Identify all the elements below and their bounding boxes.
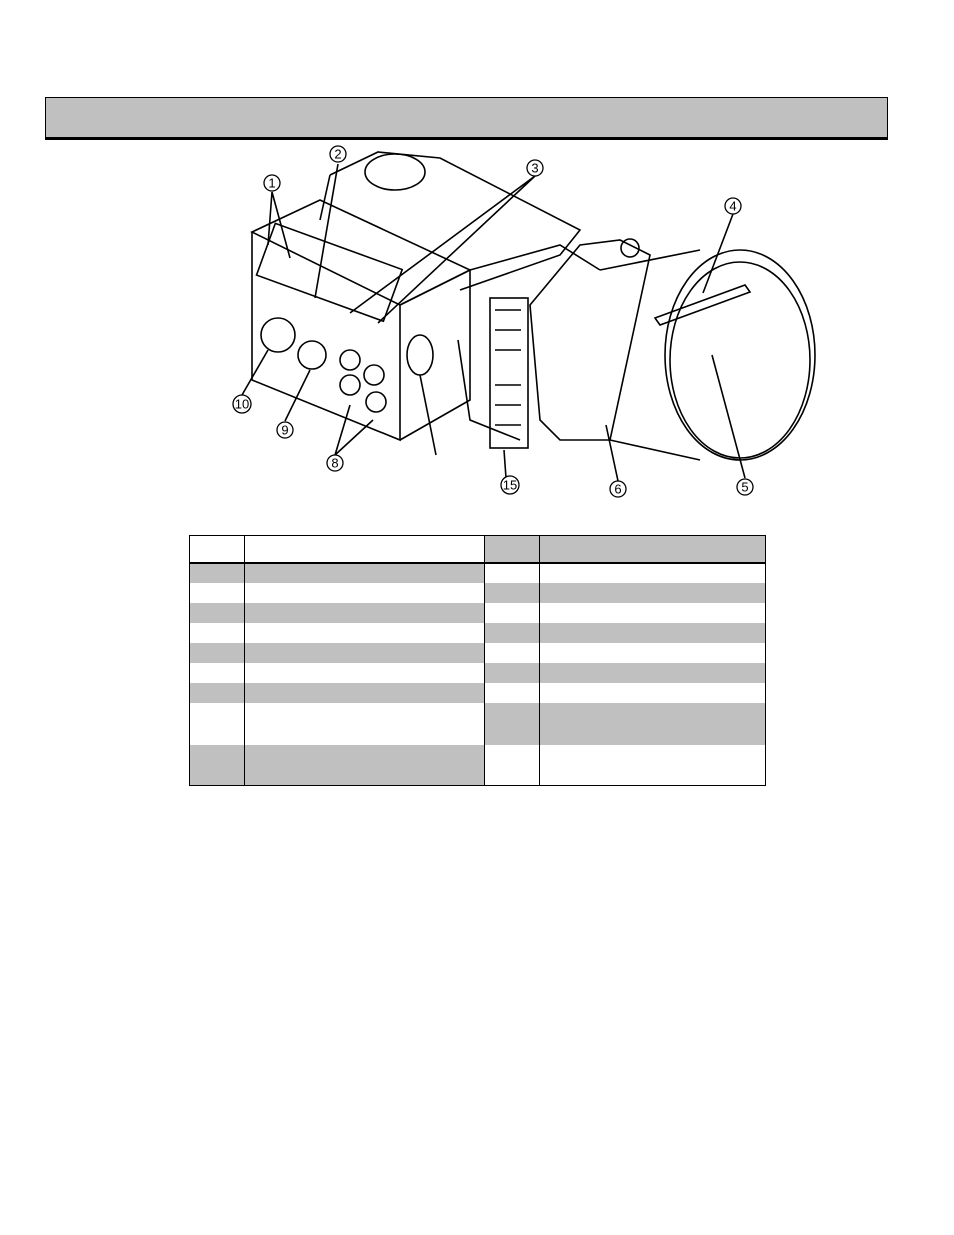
part-description-cell — [540, 683, 766, 703]
part-number-cell — [485, 745, 540, 785]
part-description-cell — [245, 745, 485, 785]
header-item-no-2 — [485, 536, 540, 564]
part-number-cell — [190, 583, 245, 603]
callout-label-15: 15 — [502, 477, 518, 493]
part-description-cell — [540, 563, 766, 583]
callout-label-6: 6 — [614, 481, 622, 497]
part-description-cell — [540, 603, 766, 623]
callout-label-10: 10 — [234, 396, 250, 412]
part-number-cell — [190, 683, 245, 703]
part-number-cell — [190, 703, 245, 745]
part-description-cell — [245, 643, 485, 663]
part-number-cell — [485, 643, 540, 663]
header-description — [245, 536, 485, 564]
part-description-cell — [540, 583, 766, 603]
part-description-cell — [245, 663, 485, 683]
part-number-cell — [190, 623, 245, 643]
part-description-cell — [540, 663, 766, 683]
table-row — [190, 583, 766, 603]
table-row — [190, 745, 766, 785]
part-description-cell — [245, 703, 485, 745]
part-number-cell — [485, 703, 540, 745]
part-description-cell — [540, 745, 766, 785]
header-item-no — [190, 536, 245, 564]
part-number-cell — [485, 623, 540, 643]
part-description-cell — [245, 563, 485, 583]
part-description-cell — [245, 603, 485, 623]
part-number-cell — [485, 683, 540, 703]
callout-label-9: 9 — [281, 422, 289, 438]
generator-diagram — [0, 0, 954, 520]
part-number-cell — [485, 583, 540, 603]
table-row — [190, 563, 766, 583]
part-description-cell — [540, 703, 766, 745]
part-number-cell — [190, 663, 245, 683]
part-description-cell — [245, 623, 485, 643]
table-row — [190, 703, 766, 745]
table-row — [190, 603, 766, 623]
part-number-cell — [190, 745, 245, 785]
callout-label-4: 4 — [729, 198, 737, 214]
part-number-cell — [190, 603, 245, 623]
part-description-cell — [245, 583, 485, 603]
callout-label-2: 2 — [334, 146, 342, 162]
part-number-cell — [190, 563, 245, 583]
table-row — [190, 623, 766, 643]
part-number-cell — [190, 643, 245, 663]
part-description-cell — [540, 643, 766, 663]
part-number-cell — [485, 663, 540, 683]
callout-label-3: 3 — [531, 160, 539, 176]
table-row — [190, 643, 766, 663]
table-row — [190, 663, 766, 683]
part-number-cell — [485, 603, 540, 623]
callout-label-5: 5 — [741, 479, 749, 495]
part-number-cell — [485, 563, 540, 583]
part-description-cell — [245, 683, 485, 703]
part-description-cell — [540, 623, 766, 643]
callout-label-8: 8 — [331, 455, 339, 471]
table-row — [190, 683, 766, 703]
callout-label-1: 1 — [268, 175, 276, 191]
parts-table-header — [190, 536, 766, 564]
parts-table — [189, 535, 766, 786]
header-description-2 — [540, 536, 766, 564]
